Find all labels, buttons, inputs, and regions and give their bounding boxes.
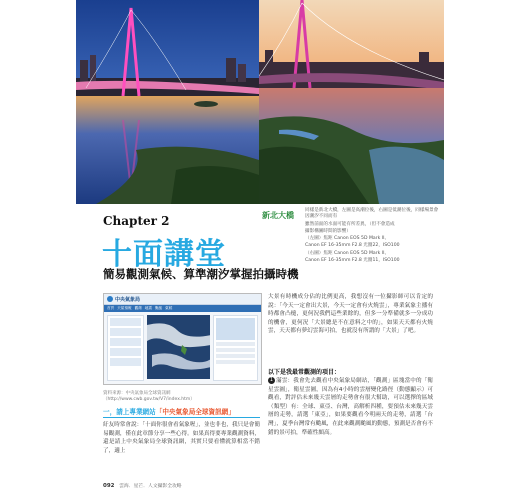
page-number: 092 [103,483,115,489]
section-divider [103,417,260,418]
caption-line: 雖然前面的水面可能有所差異，（但不會造成 [305,221,395,227]
caption-line: Canon EF 16-35mm F2.8 光圈22，ISO100 [305,243,400,249]
caption-line: 攝影構圖時間的影響） [305,228,351,234]
observation-subhead: 以下是我最常觀測的項目： [268,369,341,376]
logo-icon [107,296,113,302]
site-title: 中央氣象局 [115,296,141,303]
satellite-map [147,315,210,379]
nav-item[interactable]: 首頁 [107,306,115,310]
weather-site-screenshot [103,293,262,385]
section-heading-text: 請上專業網站 [116,408,156,416]
nav-item[interactable]: 颱風 [154,306,163,310]
chapter-label: Chapter 2 [103,214,170,228]
observation-item-text: 滿雲：我會先去觀看中央氣象局網站，「觀測」區塊當中的「衛星雲圖」，衛星雲圖，因為有4小時的雲層變化路徑（動態顯示）可觀看，對評估未來幾天雲層的走勢會有很大幫助，可以選擇的區域（類型）有：全球、東亞、台灣，高解析四種，要預估未來幾天雲層的走勢，請選「東亞」，如果要觀看今明兩天的走勢，請選「台灣」，夏季台灣常有颱風，在此來觀測颱風的動態，預測是否會有不錯的景可拍，準確性頗高。 [268,378,434,436]
page-title: 十面講堂 [102,237,226,272]
nav-item[interactable]: 地震 [144,306,152,310]
page-footer [103,482,182,489]
screenshot-caption-url: （http://www.cwb.gov.tw/V7/index.htm） [103,397,195,402]
page-subtitle: 簡易觀測氣候、算準潮汐掌握拍攝時機 [103,267,299,281]
sidebar-panel [107,315,144,381]
caption-line: 同樣是新北大橋，左圖是高潮位後，右圖是低潮位後，同樣場景會因潮汐不同而有 [305,208,439,220]
section-heading [103,406,273,416]
photo-caption [305,208,440,265]
caption-line: （右圖）焦距 Canon EOS 5D Mark II、 [305,250,390,256]
observation-item [268,377,433,437]
bridge-dusk-photo [76,0,259,204]
caption-line: （左圖）焦距 Canon EOS 5D Mark II、 [305,236,390,242]
info-panel [213,315,258,381]
nav-item[interactable]: 氣候 [165,306,173,310]
section-heading-highlight: 「中央氣象局全球資訊網」 [155,408,235,416]
nav-item[interactable]: 天氣預報 [117,306,132,310]
item-number-badge: 1 [269,377,274,383]
body-paragraph-right: 大景有時機成分佔的比例更高，我想沒有一位攝影師可以肯定的說：「今天一定會出大景，今天一定會有火燒雲」，專業氣象主播有時都會凸槌，更何況我們這些業餘的，但多一分準備就多一分成功的機會，更何況「大景總是不在意料之中的」，如果天天都有火燒雲，天天都有夢幻雲海可拍，也就沒有所謂的「大景」了吧。 [268,294,433,335]
body-paragraph-left: 紆友時常會說：「十面你很會看氣象喔」，並也非也，我只是會簡易觀測，僅在此章節分享一些心得。如果真得要專業觀測資料，還是請上中央氣象局全球資訊網，其實只要看懂就算相當不錯了，適上 [103,422,260,454]
book-title: 雲海．星芒．人文攝影全攻略 [119,484,182,489]
bridge-sunset-photo [259,0,444,204]
caption-line: Canon EF 16-35mm F2.8 光圈11，ISO100 [305,258,400,264]
nav-item[interactable]: 觀測 [134,306,142,310]
section-number: 一， [103,408,117,416]
photo-caption-title: 新北大橋 [262,211,294,220]
screenshot-caption [103,391,260,403]
screenshot-caption-line: 資料來源：中央氣象局全球資訊網 [103,391,171,396]
